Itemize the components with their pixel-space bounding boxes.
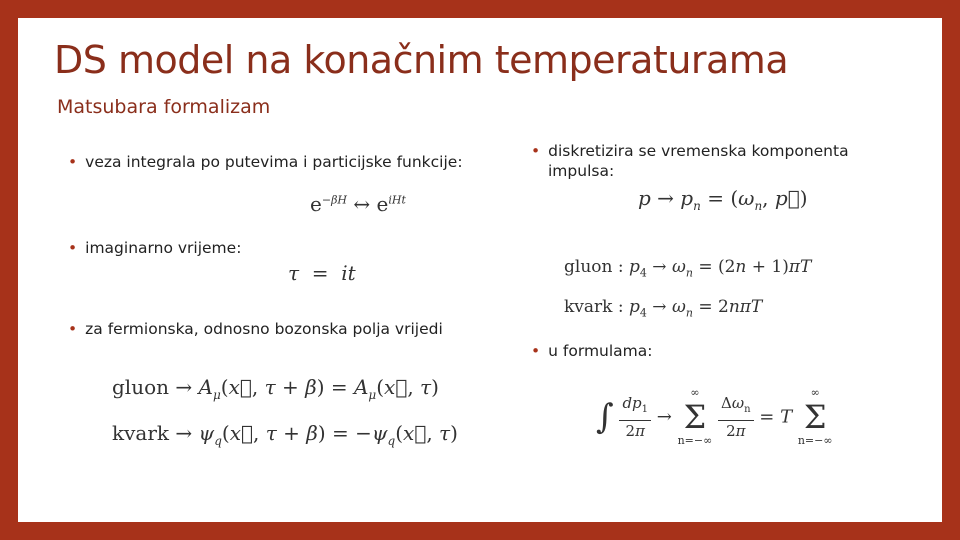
- right-bullet-discretize: [531, 141, 849, 181]
- left-bullet3-text: za fermionska, odnosno bozonska polja vrijedi: [85, 320, 443, 338]
- frac-delta-omega-over-2pi: $\frac{\Delta\omega_n}{2\pi}$: [718, 393, 754, 441]
- bullet-dot-icon: •: [68, 320, 78, 338]
- slide-subtitle: Matsubara formalizam: [57, 96, 271, 118]
- equation-momentum-discretization: $p \to p_n = (\omega_n$, p⃗): [638, 186, 808, 213]
- bullet-dot-icon: •: [531, 342, 541, 360]
- equation-path-integral: $e^{-\beta H}$ ↔ $e^{iHt}$: [310, 192, 406, 216]
- left-bullet1-text: veza integrala po putevima i particijske funkcije:: [85, 153, 463, 171]
- bullet-dot-icon: •: [68, 153, 78, 171]
- right-bullet1-line1: diskretizira se vremenska komponenta: [548, 142, 849, 160]
- left-bullet-imaginary-time: [68, 238, 241, 258]
- right-bullet2-text: u formulama:: [548, 342, 653, 360]
- equation-quark-boundary: kvark → $\psi_q(x⃗$, $\tau + \beta) = -\psi_q(x⃗$, τ): [112, 421, 458, 448]
- right-bullet1-line2: impulsa:: [548, 162, 615, 180]
- right-bullet-formulas: [531, 341, 653, 361]
- equation-matsubara-frequencies: [564, 250, 811, 331]
- left-bullet-fields: [68, 319, 443, 339]
- integral-sign: ∫: [596, 397, 614, 437]
- slide-title: DS model na konačnim temperaturama: [54, 38, 789, 82]
- equation-imaginary-time: τ = it: [288, 261, 356, 285]
- bullet-dot-icon: •: [531, 142, 541, 160]
- slide: [18, 18, 942, 522]
- equation-quark-frequency: kvark : $p_4 \to \omega_n = 2n\pi T$: [564, 297, 763, 320]
- bullet-dot-icon: •: [68, 239, 78, 257]
- frac-dp-over-2pi: $\frac{dp_1}{2\pi}$: [619, 393, 651, 441]
- equation-integral-to-sum: ∫ $\frac{dp_1}{2\pi}$ → ∞ Σ n=−∞ $\frac{\Delta\omega_n}{2\pi}$ = T ∞ Σ n=−∞: [596, 386, 833, 447]
- equation-gluon-boundary: gluon → $A_\mu(x⃗$, $\tau + \beta) = A_\mu(x⃗$, τ): [112, 375, 439, 402]
- left-bullet-path-integral: [68, 152, 463, 172]
- equation-boundary-conditions: [112, 368, 458, 460]
- equation-gluon-frequency: gluon : $p_4 \to \omega_n = (2n + 1)\pi T$: [564, 257, 812, 280]
- left-bullet2-text: imaginarno vrijeme:: [85, 239, 242, 257]
- sum-symbol-2: ∞ Σ n=−∞: [797, 386, 833, 447]
- sum-symbol-1: ∞ Σ n=−∞: [677, 386, 713, 447]
